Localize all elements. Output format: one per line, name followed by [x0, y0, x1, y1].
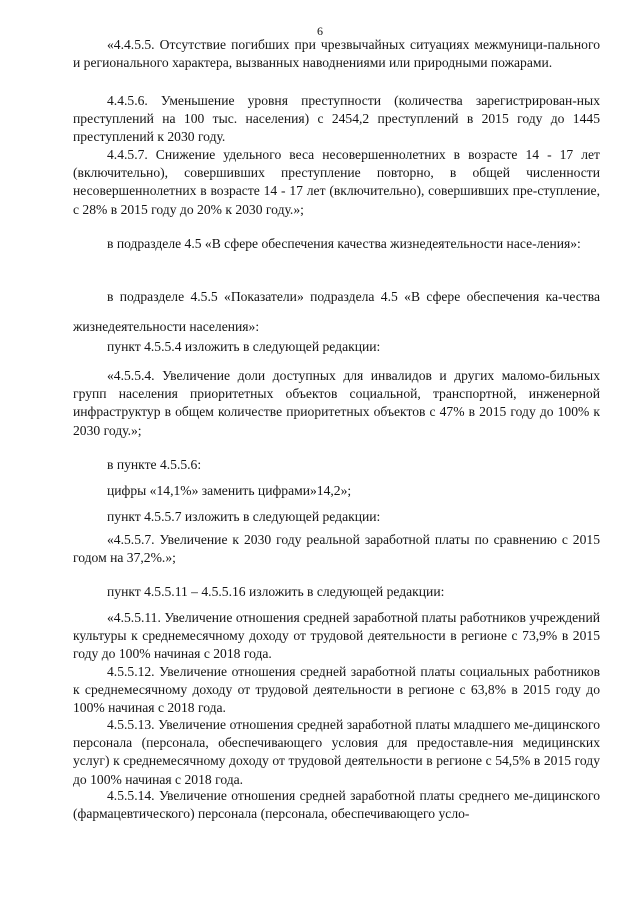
paragraph-4-5-5-11: «4.5.5.11. Увеличение отношения средней заработной платы работников учреждений культуры к среднемесячному доходу от трудовой деятельности в регионе с 73,9% в 2015 году до 100% начиная с 2018 года. — [73, 610, 600, 662]
paragraph-item-4-5-5-4-intro: пункт 4.5.5.4 изложить в следующей редакции: — [107, 339, 381, 354]
paragraph-subsection-4-5: в подразделе 4.5 «В сфере обеспечения качества жизнедеятельности насе-ления»: — [107, 236, 581, 251]
paragraph-4-5-5-7: «4.5.5.7. Увеличение к 2030 году реальной заработной платы по сравнению с 2015 годом на 37,2%.»; — [73, 532, 600, 566]
paragraph-4-5-5-4: «4.5.5.4. Увеличение доли доступных для инвалидов и других маломо-бильных групп населения приоритетных объектов социальной, транспортной, инженерной инфраструктур в общем количестве приоритетных объектов с 47% в 2015 году до 100% к 2030 году.»; — [73, 368, 600, 438]
paragraph-items-4-5-5-11-16-intro: пункт 4.5.5.11 – 4.5.5.16 изложить в следующей редакции: — [107, 584, 445, 599]
paragraph-4-5-5-12: 4.5.5.12. Увеличение отношения средней заработной платы социальных работников к среднемесячному доходу от трудовой деятельности в регионе с 63,8% в 2015 году до 100% начиная с 2018 года. — [73, 664, 600, 716]
paragraph-subsection-4-5-5: в подразделе 4.5.5 «Показатели» подраздела 4.5 «В сфере обеспечения ка-чества жизнедеятельности населения»: — [73, 289, 600, 334]
paragraph-4-4-5-7: 4.4.5.7. Снижение удельного веса несовершеннолетних в возрасте 14 - 17 лет (включительно), совершивших преступление повторно, в общей численности несовершеннолетних в возрасте 14 - 17 лет (включительно), совершивших пре-ступление, с 28% в 2015 году до 20% к 2030 году.»; — [73, 147, 600, 217]
paragraph-replace-digits: цифры «14,1%» заменить цифрами»14,2»; — [107, 483, 352, 498]
paragraph-4-5-5-13: 4.5.5.13. Увеличение отношения средней заработной платы младшего ме-дицинского персонала (персонала, обеспечивающего условия для предоставле-ния медицинских услуг) к среднемесячному доходу от трудовой деятельности в регионе с 54,5% в 2015 году до 100% начиная с 2018 года. — [73, 717, 600, 787]
page-number: 6 — [317, 24, 323, 38]
paragraph-item-4-5-5-6-intro: в пункте 4.5.5.6: — [107, 457, 202, 472]
paragraph-4-4-5-5: «4.4.5.5. Отсутствие погибших при чрезвычайных ситуациях межмуници-пального и регионального характера, вызванных наводнениями или природными пожарами. — [73, 37, 600, 71]
paragraph-item-4-5-5-7-intro: пункт 4.5.5.7 изложить в следующей редакции: — [107, 509, 381, 524]
paragraph-4-4-5-6: 4.4.5.6. Уменьшение уровня преступности (количества зарегистрирован-ных преступлений на 100 тыс. населения) с 2454,2 преступлений в 2015 году до 1445 преступлений к 2030 году. — [73, 93, 600, 145]
paragraph-4-5-5-14: 4.5.5.14. Увеличение отношения средней заработной платы среднего ме-дицинского (фармацевтического) персонала (персонала, обеспечивающего усло- — [73, 788, 600, 822]
